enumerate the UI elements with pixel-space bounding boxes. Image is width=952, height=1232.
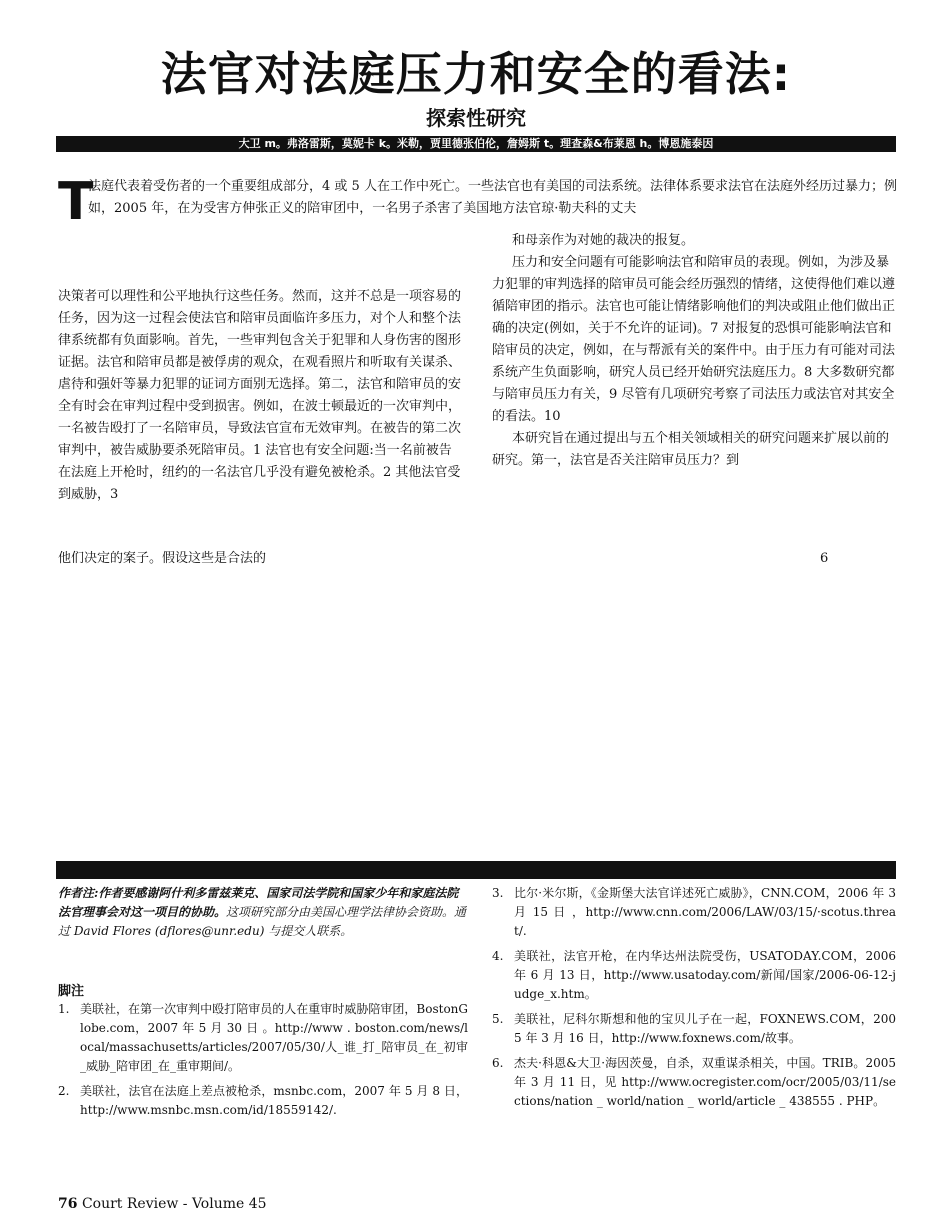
left-column-text: 决策者可以理性和公平地执行这些任务。然而，这并不总是一项容易的任务，因为这一过程会使法官和陪审员面临许多压力，对个人和整个法律系统都有负面影响。首先，一些审判包含关于犯罪和人身伤害的图形证据。法官和陪审员都是被俘虏的观众，在观看照片和听取有关谋杀、虐待和强奸等暴力犯罪的证词方面别无选择。第二，法官和陪审员的安全有时会在审判过程中受到损害。例如，在波士顿最近的一次审判中，一名被告殴打了一名陪审员，导致法官宣布无效审判。在被告的第二次审判中，被告威胁要杀死陪审员。1 法官也有安全问题:当一名前被告在法庭上开枪时，纽约的一名法官几乎没有避免被枪杀。2 其他法官受到威胁，3 xyxy=(58,289,462,502)
left-column-last-line: 他们决定的案子。假设这些是合法的 xyxy=(58,551,267,566)
footnote-text: 美联社，法官开枪，在内华达州法院受伤，USATODAY.COM，2006 年 6 月 13 日，http://www.usatoday.com/新闻/国家/2006-06-12-judge_x.htm。 xyxy=(514,949,896,1001)
footnote-text: 美联社，在第一次审判中殴打陪审员的人在重审时威胁陪审团，BostonGlobe.com，2007 年 5 月 30 日 。http://www . boston.com/news/local/massachusetts/articles/2007/05/30/人_谁_打_陪审员_在_初审_威胁_陪审团_在_重审期间/。 xyxy=(80,1002,468,1073)
article-subtitle: 探索性研究 xyxy=(426,106,526,130)
author-note xyxy=(58,884,468,941)
footnote-item xyxy=(492,884,896,941)
right-paragraph-3: 本研究旨在通过提出与五个相关领域相关的研究问题来扩展以前的研究。第一，法官是否关注陪审员压力？到 xyxy=(492,431,890,468)
right-column xyxy=(492,230,896,472)
footnote-number: 1. xyxy=(58,1002,70,1016)
footnotes-right xyxy=(492,884,896,1117)
page-marker: 6 xyxy=(820,551,829,566)
footer-page-number: 76 xyxy=(58,1196,78,1212)
footnote-item xyxy=(58,1000,468,1076)
footnotes-heading: 脚注 xyxy=(58,984,85,999)
footnote-item xyxy=(492,1054,896,1111)
footnote-text: 美联社，法官在法庭上差点被枪杀，msnbc.com，2007 年 5 月 8 日，http://www.msnbc.msn.com/id/18559142/. xyxy=(80,1084,468,1117)
author-note-rest: 这项研究部分由美国心理学法律协会资助。通过 David Flores (dflores@unr.edu) 与提交人联系。 xyxy=(58,905,467,938)
footnote-number: 5. xyxy=(492,1012,504,1026)
footnote-text: 比尔·米尔斯，《金斯堡大法官详述死亡威胁》，CNN.COM，2006 年 3 月 15 日 ，http://www.cnn.com/2006/LAW/03/15/·scotus.threat/. xyxy=(514,886,896,938)
section-divider-bar xyxy=(56,861,896,879)
article-title: 法官对法庭压力和安全的看法: xyxy=(160,47,792,101)
footnote-item xyxy=(58,1082,468,1120)
page-footer xyxy=(58,1196,267,1212)
right-paragraph-1: 和母亲作为对她的裁决的报复。 xyxy=(512,233,695,248)
right-paragraph-2: 压力和安全问题有可能影响法官和陪审员的表现。例如，为涉及暴力犯罪的审判选择的陪审员可能会经历强烈的情绪，这使得他们难以遵循陪审团的指示。法官也可能让情绪影响他们的判决或阻止他们做出正确的决定(例如，关于不允许的证词)。7 对报复的恐惧可能影响法官和陪审员的决定，例如，在与帮派有关的案件中。由于压力有可能对司法系统产生负面影响，研究人员已经开始研究法庭压力。8 大多数研究都与陪审员压力有关，9 尽管有几项研究考察了司法压力或法官对其安全的看法。10 xyxy=(492,255,896,424)
intro-paragraph: 法庭代表着受伤者的一个重要组成部分，4 或 5 人在工作中死亡。一些法官也有美国的司法系统。法律体系要求法官在法庭外经历过暴力；例如，2005 年，在为受害方伸张正义的陪审团中，一名男子杀害了美国地方法官琼·勒夫科的丈夫 xyxy=(88,179,897,216)
footnote-number: 3. xyxy=(492,886,504,900)
footer-journal: Court Review - Volume 45 xyxy=(81,1196,267,1212)
footnote-item xyxy=(492,1010,896,1048)
footnote-number: 6. xyxy=(492,1056,504,1070)
drop-cap: T xyxy=(58,172,94,232)
footnote-number: 4. xyxy=(492,949,504,963)
author-note-bold: 作者注:作者要感谢阿什利多雷兹莱克、国家司法学院和国家少年和家庭法院法官理事会对这一项目的协助。 xyxy=(58,886,459,919)
footnotes-left xyxy=(58,1000,468,1126)
footnote-text: 美联社，尼科尔斯想和他的宝贝儿子在一起，FOXNEWS.COM，2005 年 3 月 16 日，http://www.foxnews.com/故事。 xyxy=(514,1012,896,1045)
footnote-number: 2. xyxy=(58,1084,70,1098)
footnote-text: 杰夫·科恩&大卫·海因茨曼，自杀，双重谋杀相关，中国。TRIB。2005 年 3 月 11 日，见 http://www.ocregister.com/ocr/2005/03/11/sections/nation _ world/nation _ world/article _ 438555 . PHP。 xyxy=(514,1056,896,1108)
footnote-item xyxy=(492,947,896,1004)
author-bar: 大卫 m。弗洛雷斯，莫妮卡 k。米勒，贾里德张伯伦，詹姆斯 t。理查森&布莱恩 h。博恩施泰因 xyxy=(56,136,896,152)
